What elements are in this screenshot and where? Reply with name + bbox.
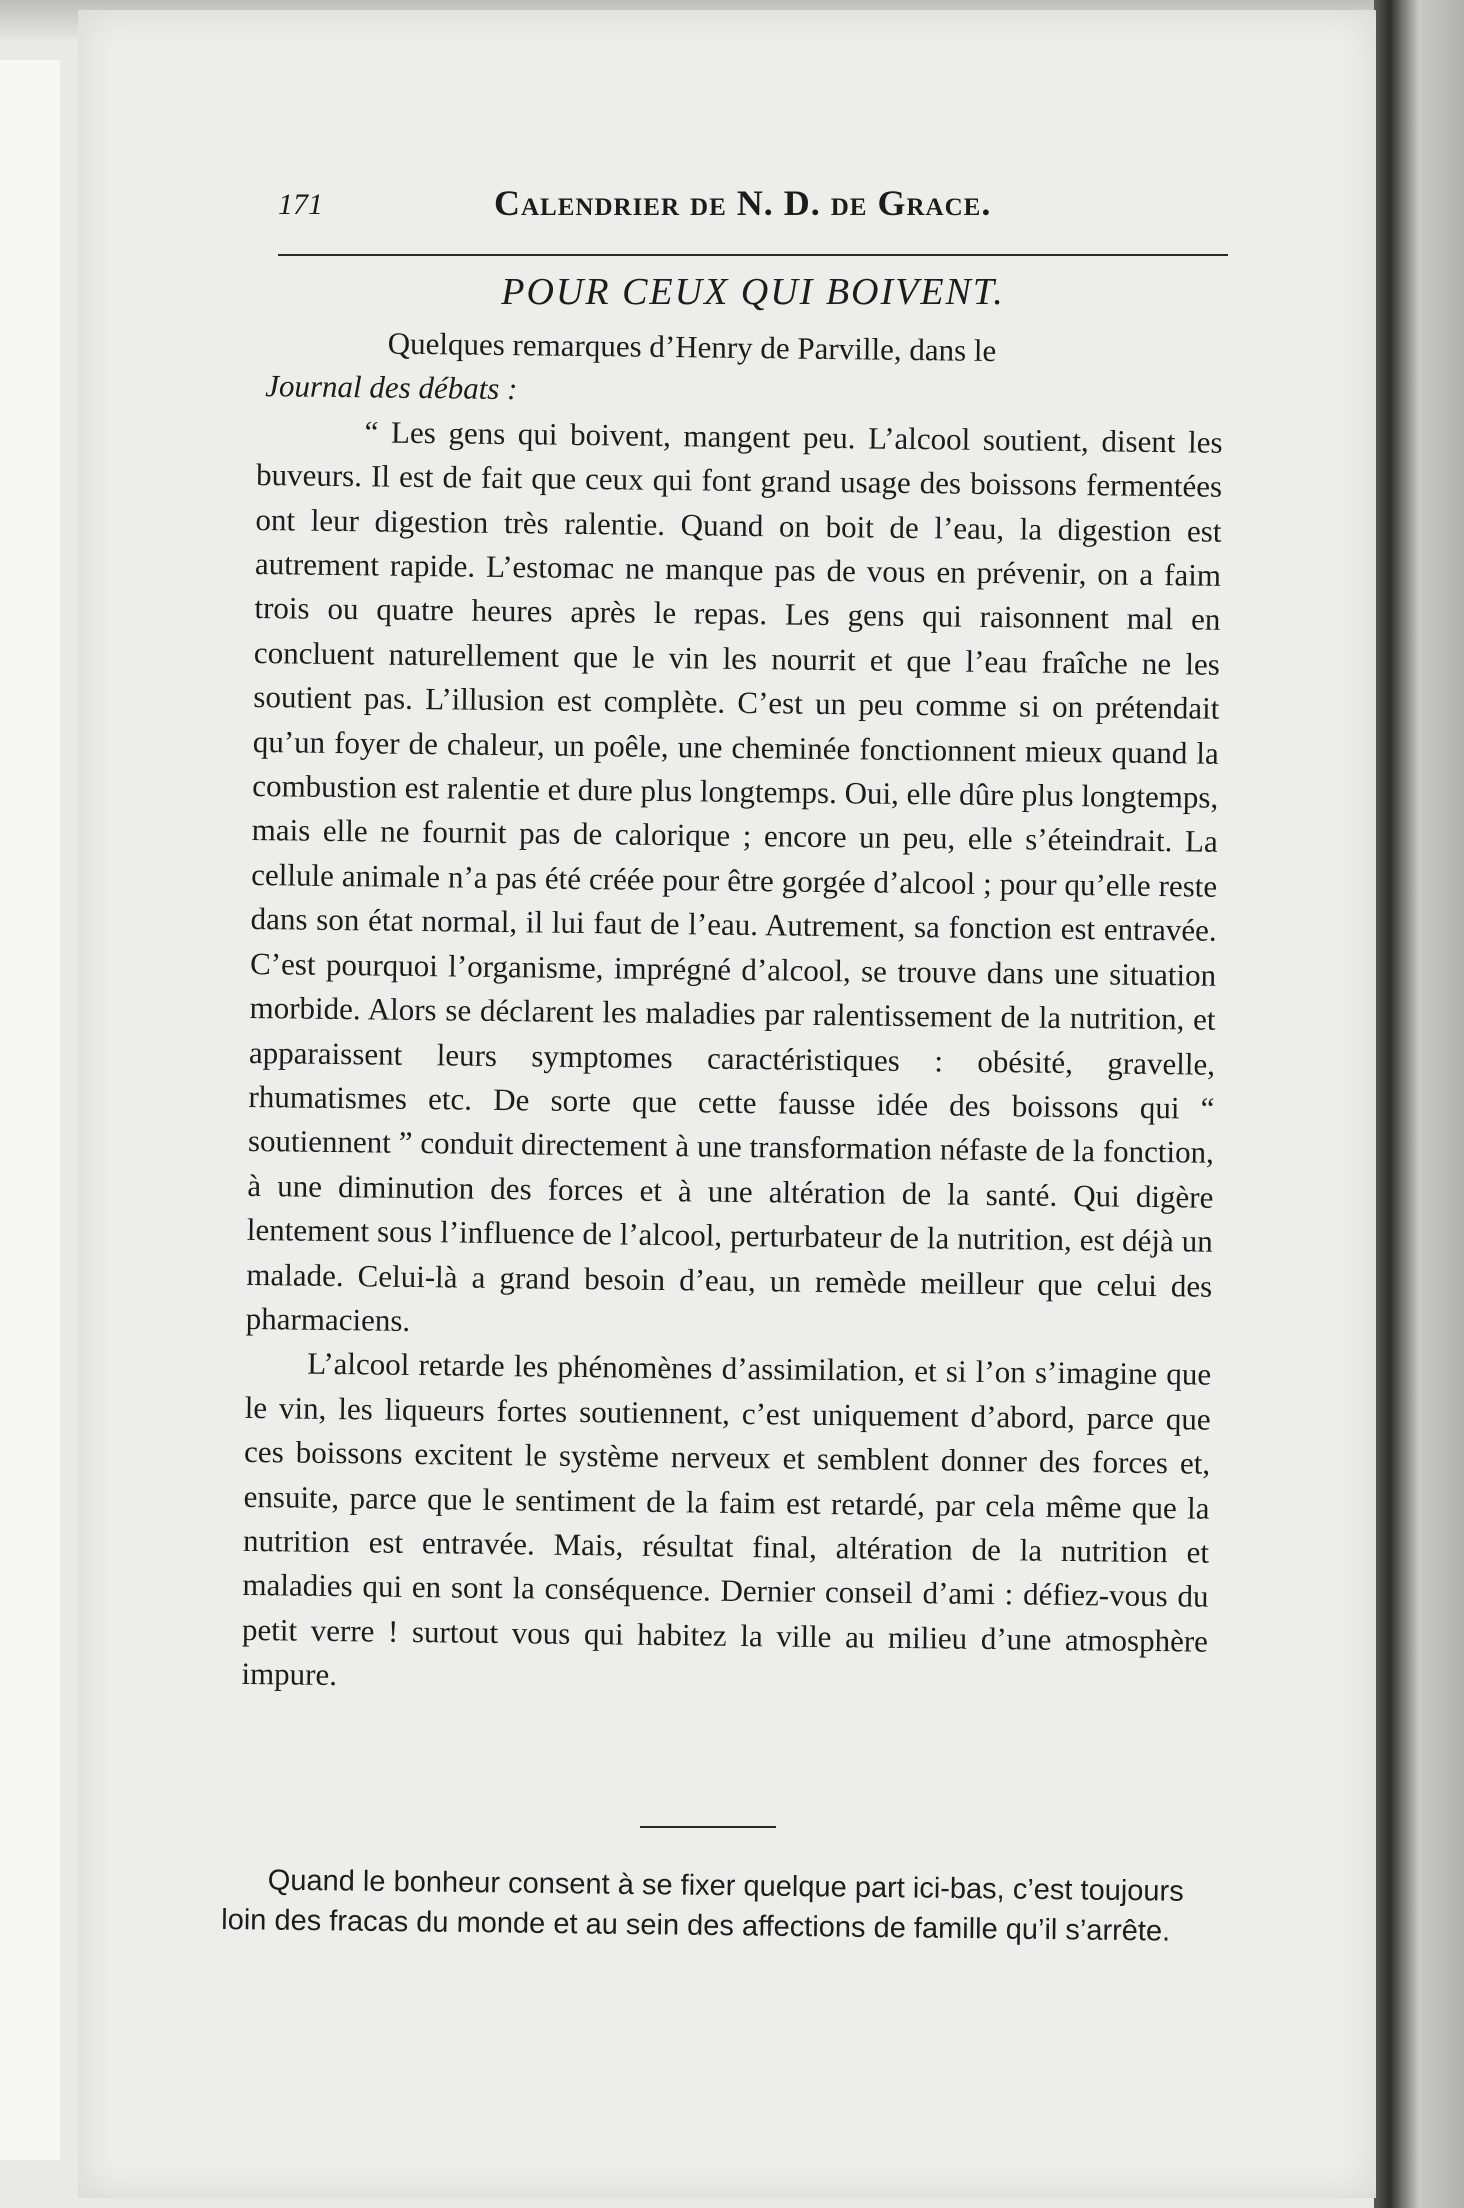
page-number: 171 — [278, 188, 323, 221]
closing-maxim: Quand le bonheur consent à se fixer quelque part ici-bas, c’est toujours loin des fracas du monde et au sein des affections de famille qu’il s’arrête. — [221, 1864, 1184, 1948]
section-separator — [640, 1826, 776, 1828]
header-rule — [278, 254, 1228, 256]
article-paragraph-2: L’alcool retarde les phénomènes d’assimilation, et si l’on s’imagine que le vin, les liqueurs fortes soutiennent, c’est uniquement d’abord, parce que ces boissons excitent le système nerveux et semblent donner des forces et, ensuite, parce que le sentiment de la faim est retardé, par cela même que la nutrition est entravée. Mais, résultat final, altération de la nutrition et maladies qui en sont la conséquence. Dernier conseil d’ami : défiez-vous du petit verre ! surtout vous qui habitez la ville au milieu d’une atmosphère impure. — [241, 1346, 1212, 1693]
article-intro: Quelques remarques d’Henry de Parville, dans le — [387, 325, 997, 369]
running-title: Calendrier de N. D. de Grace. — [494, 183, 992, 223]
article-quote-paragraph: “ Les gens qui boivent, mangent peu. L’alcool soutient, disent les buveurs. Il est de fait que ceux qui font grand usage des boissons fermentées ont leur digestion très ralentie. Quand on boit de l’eau, la digestion est autrement rapide. L’estomac ne manque pas de vous en prévenir, on a faim trois ou quatre heures après le repas. Les gens qui raisonnent mal en concluent naturellement que le vin les nourrit et que l’eau fraîche ne les soutient pas. L’illusion est complète. C’est un peu comme si on prétendait qu’un foyer de chaleur, un poêle, une cheminée fonctionnent mieux quand la combustion est ralentie et dure plus longtemps. Oui, elle dûre plus longtemps, mais elle ne fournit pas de calorique ; encore un peu, elle s’éteindrait. La cellule animale n’a pas été créée pour être gorgée d’alcool ; pour qu’elle reste dans son état normal, il lui faut de l’eau. Autrement, sa fonction est entravée. C’est pourquoi l’organisme, imprégné d’alcool, se trouve dans une situation morbide. Alors se déclarent les maladies par ralentissement de la nutrition, et apparaissent leurs symptomes caractéristiques : obésité, gravelle, rhumatismes etc. De sorte que cette fausse idée des boissons qui “ soutiennent ” conduit directement à une transformation néfaste de la fonction, à une diminution des forces et à une altération de la santé. Qui digère lentement sous l’influence de l’alcool, perturbateur de la nutrition, est déjà un malade. Celui-là a grand besoin d’eau, un remède meilleur que celui des pharmaciens. — [245, 414, 1223, 1338]
article-body — [241, 320, 1224, 1708]
article-source: Journal des débats : — [264, 368, 518, 407]
article-title: POUR CEUX QUI BOIVENT. — [501, 271, 1005, 313]
page-header — [278, 180, 1228, 240]
scan-right-margin — [1374, 0, 1464, 2208]
scan-left-margin — [0, 60, 60, 2160]
